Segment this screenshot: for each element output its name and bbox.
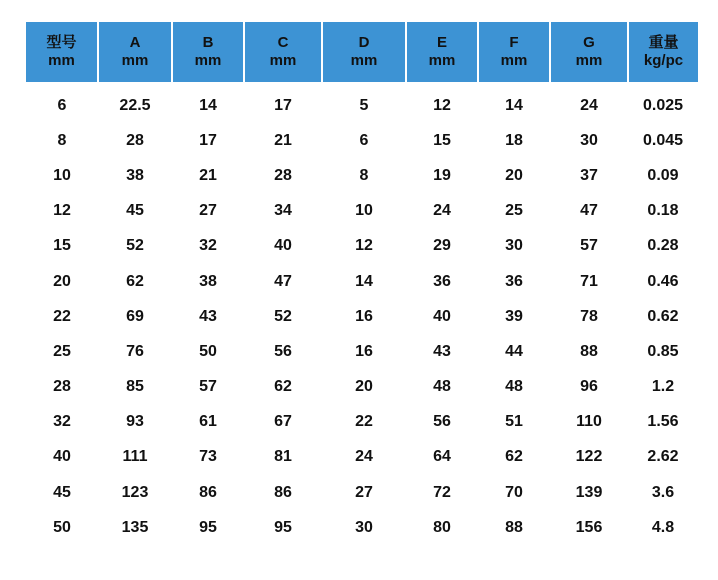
cell-d: 14: [355, 272, 373, 290]
header-cell-a: [98, 22, 172, 82]
cell-f: 48: [505, 378, 523, 396]
cell-a: 52: [126, 237, 144, 255]
cell-b: 38: [199, 272, 217, 290]
cell-model: 12: [53, 202, 71, 220]
cell-g: 139: [575, 483, 603, 501]
table-row: [26, 440, 698, 475]
cell-e: 19: [433, 166, 451, 184]
cell-a: 28: [126, 131, 144, 149]
cell-b: 57: [199, 378, 217, 396]
cell-g: 156: [575, 518, 603, 536]
cell-b: 50: [199, 342, 217, 360]
header-cell-b: [172, 22, 244, 82]
header-label: C: [277, 34, 289, 51]
cell-c: 62: [274, 378, 292, 396]
cell-e: 43: [433, 342, 451, 360]
cell-e: 12: [433, 96, 451, 114]
cell-model: 22: [53, 307, 71, 325]
cell-f: 70: [505, 483, 523, 501]
header-label: G: [583, 34, 595, 51]
table-row: [26, 229, 698, 264]
header-label: F: [509, 34, 519, 51]
cell-f: 51: [505, 413, 523, 431]
cell-e: 72: [433, 483, 451, 501]
table-body: [26, 82, 698, 545]
cell-a: 85: [126, 378, 144, 396]
table-row: [26, 405, 698, 440]
cell-f: 20: [505, 166, 523, 184]
cell-g: 110: [576, 413, 602, 431]
cell-f: 88: [505, 518, 523, 536]
cell-g: 96: [580, 378, 598, 396]
cell-c: 86: [274, 483, 292, 501]
cell-f: 25: [505, 202, 523, 220]
cell-f: 36: [505, 272, 523, 290]
cell-a: 69: [126, 307, 144, 325]
cell-g: 88: [580, 342, 598, 360]
cell-g: 122: [575, 448, 603, 466]
cell-b: 21: [199, 166, 217, 184]
cell-weight: 0.09: [647, 166, 679, 184]
cell-model: 8: [57, 131, 67, 149]
cell-d: 8: [359, 166, 369, 184]
cell-a: 123: [121, 483, 149, 501]
table-row: [26, 475, 698, 510]
cell-model: 10: [53, 166, 71, 184]
cell-model: 20: [53, 272, 71, 290]
header-label: 重量: [648, 34, 679, 51]
cell-b: 61: [199, 413, 217, 431]
header-row: [26, 22, 698, 82]
header-cell-f: [478, 22, 550, 82]
cell-d: 16: [355, 307, 373, 325]
header-unit: mm: [121, 52, 149, 69]
cell-b: 17: [199, 131, 217, 149]
cell-e: 48: [433, 378, 451, 396]
cell-d: 24: [355, 448, 373, 466]
cell-b: 32: [199, 237, 217, 255]
cell-f: 14: [505, 96, 523, 114]
spec-table: [26, 22, 698, 545]
header-label: A: [129, 34, 141, 51]
cell-b: 86: [199, 483, 217, 501]
header-unit: mm: [194, 52, 222, 69]
cell-f: 62: [505, 448, 523, 466]
cell-model: 25: [53, 342, 71, 360]
header-cell-weight: [628, 22, 698, 82]
cell-b: 95: [199, 518, 217, 536]
cell-d: 10: [355, 202, 373, 220]
table-row: [26, 299, 698, 334]
cell-weight: 1.2: [651, 378, 675, 396]
cell-model: 6: [57, 96, 67, 114]
cell-g: 78: [580, 307, 598, 325]
cell-c: 81: [274, 448, 292, 466]
cell-c: 28: [274, 166, 292, 184]
cell-d: 6: [359, 131, 369, 149]
table-row: [26, 264, 698, 299]
cell-weight: 0.025: [642, 96, 684, 114]
cell-d: 5: [359, 96, 369, 114]
cell-model: 40: [53, 448, 71, 466]
cell-g: 37: [580, 166, 598, 184]
cell-c: 52: [274, 307, 292, 325]
cell-c: 21: [274, 131, 292, 149]
cell-model: 45: [53, 483, 71, 501]
cell-a: 76: [126, 342, 144, 360]
table-header: [26, 22, 698, 82]
header-cell-d: [322, 22, 406, 82]
cell-f: 44: [505, 342, 523, 360]
cell-c: 34: [274, 202, 292, 220]
table-row: [26, 123, 698, 158]
cell-e: 40: [433, 307, 451, 325]
cell-e: 56: [433, 413, 451, 431]
cell-b: 14: [199, 96, 217, 114]
cell-e: 29: [433, 237, 451, 255]
cell-e: 24: [433, 202, 451, 220]
cell-a: 62: [126, 272, 144, 290]
cell-weight: 1.56: [647, 413, 679, 431]
cell-g: 71: [580, 272, 598, 290]
cell-weight: 2.62: [647, 448, 679, 466]
header-label: 型号: [46, 34, 77, 51]
cell-c: 67: [274, 413, 292, 431]
cell-c: 56: [274, 342, 292, 360]
header-unit: mm: [350, 52, 378, 69]
table-row: [26, 158, 698, 193]
cell-g: 47: [580, 202, 598, 220]
cell-d: 20: [355, 378, 373, 396]
header-unit: mm: [269, 52, 297, 69]
cell-e: 36: [433, 272, 451, 290]
table-row: [26, 194, 698, 229]
cell-d: 27: [355, 483, 373, 501]
header-unit: mm: [48, 52, 75, 69]
cell-e: 15: [433, 131, 451, 149]
cell-e: 64: [433, 448, 451, 466]
cell-model: 28: [53, 378, 71, 396]
cell-a: 93: [126, 413, 144, 431]
cell-model: 15: [53, 237, 71, 255]
cell-a: 135: [121, 518, 149, 536]
cell-d: 12: [355, 237, 373, 255]
cell-weight: 0.18: [647, 202, 679, 220]
table-row: [26, 82, 698, 123]
cell-weight: 4.8: [651, 518, 675, 536]
cell-weight: 3.6: [651, 483, 675, 501]
header-cell-c: [244, 22, 322, 82]
cell-b: 73: [199, 448, 217, 466]
cell-d: 30: [355, 518, 373, 536]
cell-a: 38: [126, 166, 144, 184]
header-label: B: [202, 34, 214, 51]
header-label: D: [358, 34, 370, 51]
cell-d: 22: [355, 413, 373, 431]
table-row: [26, 370, 698, 405]
cell-f: 30: [505, 237, 523, 255]
cell-model: 50: [53, 518, 71, 536]
cell-f: 39: [505, 307, 523, 325]
cell-g: 57: [580, 237, 598, 255]
cell-weight: 0.62: [647, 307, 679, 325]
cell-a: 22.5: [119, 96, 151, 114]
header-unit: mm: [428, 52, 456, 69]
cell-d: 16: [355, 342, 373, 360]
cell-e: 80: [433, 518, 451, 536]
cell-c: 47: [274, 272, 292, 290]
cell-f: 18: [505, 131, 523, 149]
cell-weight: 0.46: [647, 272, 679, 290]
cell-c: 40: [274, 237, 292, 255]
cell-b: 43: [199, 307, 217, 325]
cell-g: 30: [580, 131, 598, 149]
cell-a: 45: [126, 202, 144, 220]
table-row: [26, 510, 698, 545]
cell-c: 17: [274, 96, 292, 114]
spec-table-container: [26, 22, 698, 545]
cell-c: 95: [274, 518, 292, 536]
cell-weight: 0.045: [642, 131, 684, 149]
table-row: [26, 334, 698, 369]
cell-weight: 0.28: [647, 237, 679, 255]
header-cell-e: [406, 22, 478, 82]
header-unit: mm: [575, 52, 603, 69]
header-unit: kg/pc: [643, 52, 684, 69]
cell-weight: 0.85: [647, 342, 679, 360]
header-label: E: [436, 34, 447, 51]
header-cell-model: [26, 22, 98, 82]
cell-a: 111: [122, 448, 148, 466]
cell-model: 32: [53, 413, 71, 431]
cell-b: 27: [199, 202, 217, 220]
header-unit: mm: [500, 52, 528, 69]
cell-g: 24: [580, 96, 598, 114]
header-cell-g: [550, 22, 628, 82]
